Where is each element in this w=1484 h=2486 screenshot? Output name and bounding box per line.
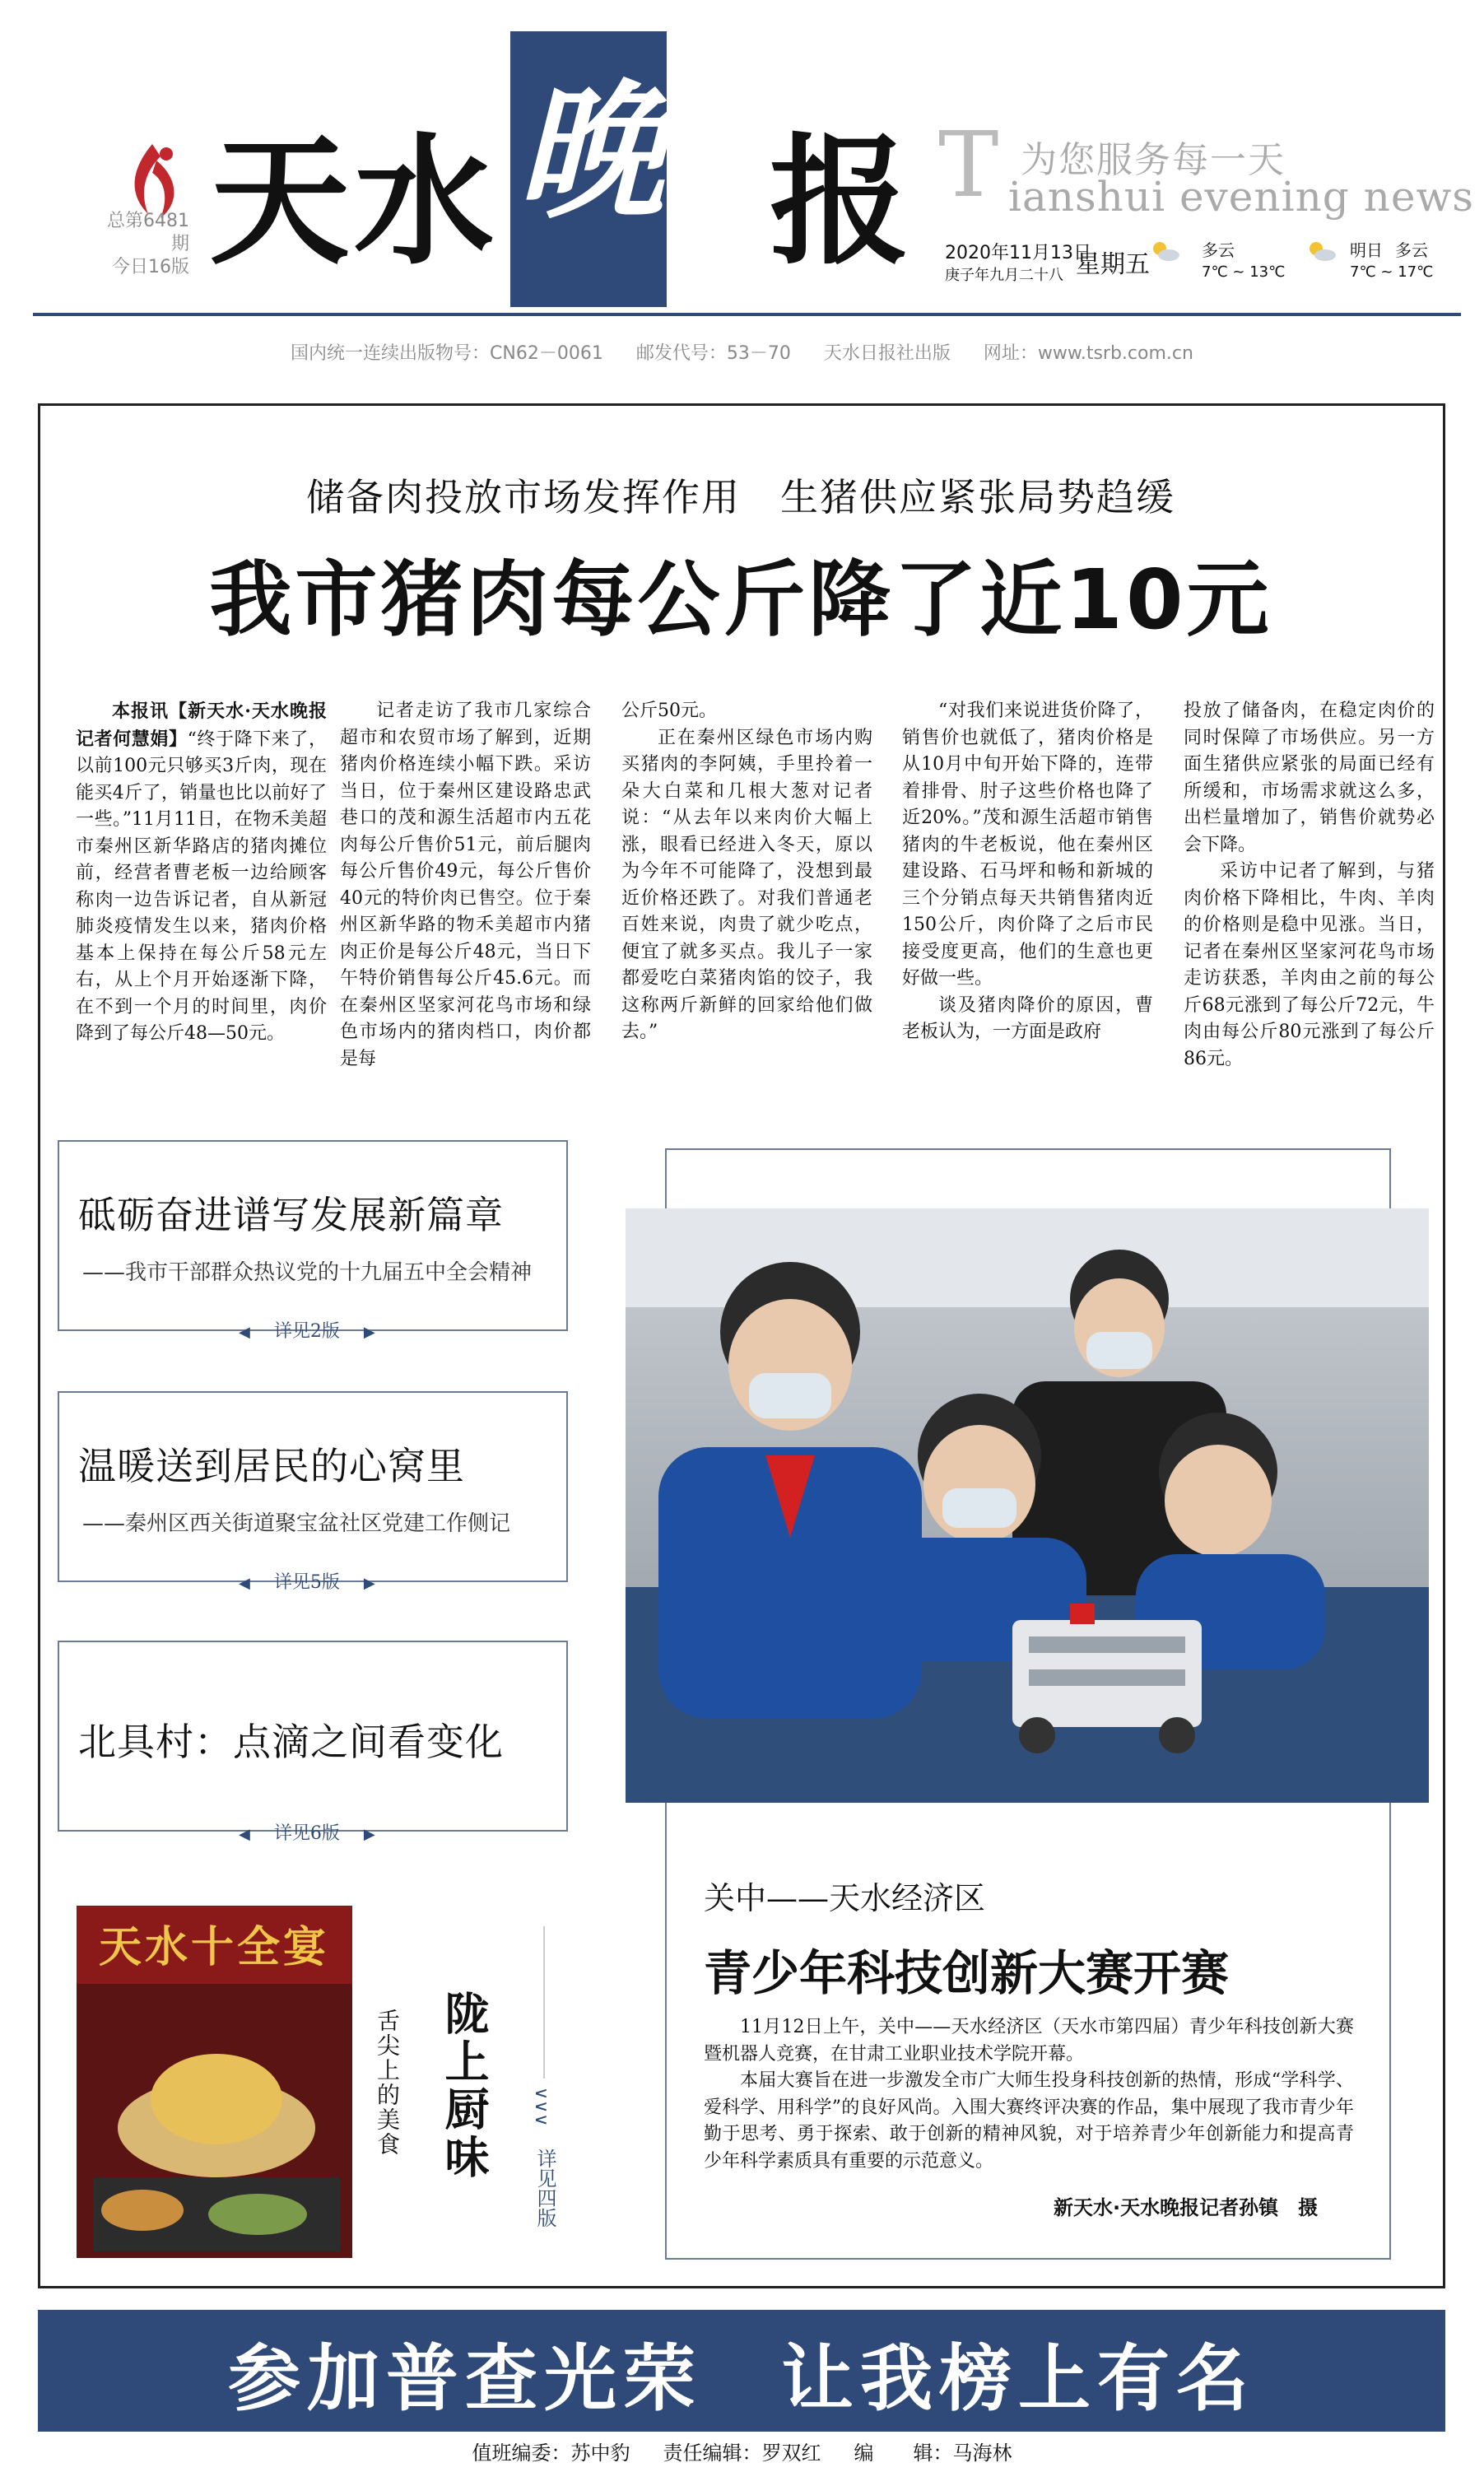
lead-col4-text-a: “对我们来说进货价降了，销售价也就低了，猪肉价格是从10月中旬开始下降的，连带着排骨、肘子这些价格也降了近20%。”茂和源生活超市销售猪肉的牛老板说，他在秦州区建设路、石马坪和畅和新城的三个分销点每天共销售猪肉近150公斤，肉价降了之后市民接受度更高，他们的生意也更好做一些。: [902, 701, 1153, 989]
weekday: 星期五: [1076, 250, 1150, 279]
slogan-cn: 为您服务每一天: [1021, 139, 1286, 181]
weather-tomorrow-label: 明日: [1350, 240, 1383, 260]
teaser-1-link[interactable]: [239, 1317, 375, 1343]
triangle-right-icon: ▶: [363, 1826, 375, 1843]
feature-kicker: 关中——天水经济区: [704, 1880, 986, 1916]
pub-info-publisher: 天水日报社出版: [823, 343, 951, 364]
food-promo-rule: [543, 1926, 545, 2079]
lead-column-1: [76, 698, 327, 1048]
feature-body: [704, 2014, 1354, 2175]
credit-chief-editor: 责任编辑：罗双红: [663, 2442, 821, 2465]
triangle-left-icon: ◀: [239, 1575, 250, 1592]
lead-column-2: [340, 698, 591, 1073]
pub-info-cn: 国内统一连续出版物号：CN62－0061: [291, 343, 603, 364]
pub-info-website: 网址：www.tsrb.com.cn: [983, 343, 1193, 364]
masthead-title-char-1: 天: [210, 119, 351, 284]
issue-total: 总第6481期: [107, 211, 189, 254]
lunar-date: 庚子年九月二十八: [945, 267, 1063, 284]
teaser-1-subtitle: ——我市干部群众热议党的十九届五中全会精神: [82, 1260, 533, 1285]
partly-cloudy-icon: [1148, 239, 1181, 263]
masthead-title-char-4: 报: [770, 119, 910, 284]
chevron-down-icon: ∨∨∨: [531, 2087, 551, 2127]
partly-cloudy-icon: [1305, 239, 1337, 263]
robotics-photo: [626, 1208, 1429, 1803]
lead-col5-text-b: 采访中记者了解到，与猪肉价格下降相比，牛肉、羊肉的价格则是稳中见涨。当日，记者在秦州区坚家河花鸟市场走访获悉，羊肉由之前的每公斤68元涨到了每公斤72元，牛肉由每公斤80元涨到了每公斤86元。: [1184, 861, 1435, 1069]
feature-body-p1: 11月12日上午，关中——天水经济区（天水市第四届）青少年科技创新大赛暨机器人竞赛，在甘肃工业职业技术学院开幕。: [704, 2017, 1354, 2065]
census-banner-text: 参加普查光荣 让我榜上有名: [227, 2336, 1255, 2421]
lead-col3-text-b: 正在秦州区绿色市场内购买猪肉的李阿姨，手里拎着一朵大白菜和几根大葱对记者说：“从去年以来肉价大幅上涨，眼看已经进入冬天，原以为今年不可能降了，没想到最近价格还跌了。对我们普通老百姓来说，肉贵了就少吃点，便宜了就多买点。我儿子一家都爱吃白菜猪肉馅的饺子，我这称两斤新鲜的回家给他们做去。”: [621, 727, 872, 1042]
food-photo[interactable]: [77, 1906, 352, 2258]
teaser-2-link[interactable]: [239, 1568, 375, 1594]
credit-editor: 编 辑：马海林: [854, 2442, 1012, 2465]
lead-column-4: [902, 698, 1153, 1046]
slogan-initial: T: [938, 112, 999, 217]
feature-photo-credit: 新天水·天水晚报记者孙镇 摄: [1054, 2196, 1319, 2219]
food-sign-text: 天水十全宴: [98, 1922, 330, 1972]
pages-today: 今日16版: [112, 257, 189, 277]
masthead-title-char-2: 水: [354, 119, 495, 284]
lead-col3-text-a: 公斤50元。: [621, 701, 717, 721]
lead-column-5: [1184, 698, 1435, 1073]
triangle-right-icon: ▶: [363, 1575, 375, 1592]
lead-headline: 我市猪肉每公斤降了近10元: [209, 552, 1272, 648]
triangle-right-icon: ▶: [363, 1324, 375, 1341]
slogan-en: ianshui evening news: [1008, 173, 1474, 221]
masthead-title-char-3: 晚: [516, 65, 665, 239]
teaser-2-subtitle: ——秦州区西关街道聚宝盆社区党建工作侧记: [82, 1511, 511, 1536]
pub-info-postal: 邮发代号：53－70: [635, 343, 791, 364]
lead-col4-text-b: 谈及猪肉降价的原因，曹老板认为，一方面是政府: [902, 994, 1153, 1042]
issue-info: [97, 210, 189, 279]
teaser-3-title[interactable]: 北具村：点滴之间看变化: [78, 1720, 504, 1764]
issue-date: 2020年11月13日: [945, 243, 1091, 263]
food-promo-link[interactable]: 详见四版: [533, 2148, 556, 2228]
weather-today-condition: 多云: [1202, 240, 1235, 260]
weather-today-temp: 7℃ ~ 13℃: [1202, 263, 1286, 281]
triangle-left-icon: ◀: [239, 1826, 250, 1843]
food-promo-title[interactable]: 陇上厨味: [438, 1990, 490, 2181]
masthead-rule: [33, 313, 1461, 316]
lead-col1-text: “终于降下来了，以前100元只够买3斤肉，现在能买4斤了，销量也比以前好了一些。”11月11日，在物禾美超市秦州区新华路店的猪肉摊位前，经营者曹老板一边给顾客称肉一边告诉记者，自从新冠肺炎疫情发生以来，猪肉价格基本上保持在每公斤58元左右，从上个月开始逐渐下降，在不到一个月的时间里，肉价降到了每公斤48—50元。: [76, 729, 327, 1044]
publication-info: [0, 339, 1484, 365]
teaser-1-link-label: 详见2版: [273, 1321, 340, 1342]
triangle-left-icon: ◀: [239, 1324, 250, 1341]
teaser-3-link-label: 详见6版: [273, 1823, 340, 1844]
feature-headline: 青少年科技创新大赛开赛: [704, 1945, 1230, 2001]
teaser-2-title[interactable]: 温暖送到居民的心窝里: [78, 1444, 465, 1488]
lead-col5-text-a: 投放了储备肉，在稳定肉价的同时保障了市场供应。另一方面生猪供应紧张的局面已经有所缓和，市场需求就这么多，出栏量增加了，销售价就势必会下降。: [1184, 701, 1435, 855]
teaser-3-link[interactable]: [239, 1819, 375, 1845]
lead-subtitle: 储备肉投放市场发挥作用 生猪供应紧张局势趋缓: [306, 475, 1175, 519]
lead-col2-text: 记者走访了我市几家综合超市和农贸市场了解到，近期猪肉价格连续小幅下跌。采访当日，位于秦州区建设路忠武巷口的茂和源生活超市内五花肉每公斤售价51元，前后腿肉每公斤售价49元，每公斤售价40元的特价肉已售空。位于秦州区新华路的物禾美超市内猪肉正价是每公斤48元，当日下午特价销售每公斤45.6元。而在秦州区坚家河花鸟市场和绿色市场内的猪肉档口，肉价都是每: [340, 701, 591, 1069]
weather-tomorrow-temp: 7℃ ~ 17℃: [1350, 263, 1434, 281]
teaser-1-title[interactable]: 砥砺奋进谱写发展新篇章: [78, 1193, 504, 1237]
credit-duty-editor: 值班编委：苏中豹: [472, 2442, 630, 2465]
editor-credits: [0, 2437, 1484, 2465]
teaser-2-link-label: 详见5版: [273, 1572, 340, 1593]
feature-body-p2: 本届大赛旨在进一步激发全市广大师生投身科技创新的热情，形成“学科学、爱科学、用科学”的良好风尚。入围大赛终评决赛的作品，集中展现了我市青少年勤于思考、勇于探索、敢于创新的精神风貌，对于培养青少年创新能力和提高青少年科学素质具有重要的示范意义。: [704, 2070, 1354, 2172]
lead-column-3: [621, 698, 872, 1046]
lead-byline: 本报讯【新天水·天水晚报记者何慧娟】: [76, 701, 327, 750]
food-promo-subtitle: 舌尖上的美食: [374, 2009, 401, 2157]
weather-tomorrow-condition: 多云: [1395, 240, 1428, 260]
